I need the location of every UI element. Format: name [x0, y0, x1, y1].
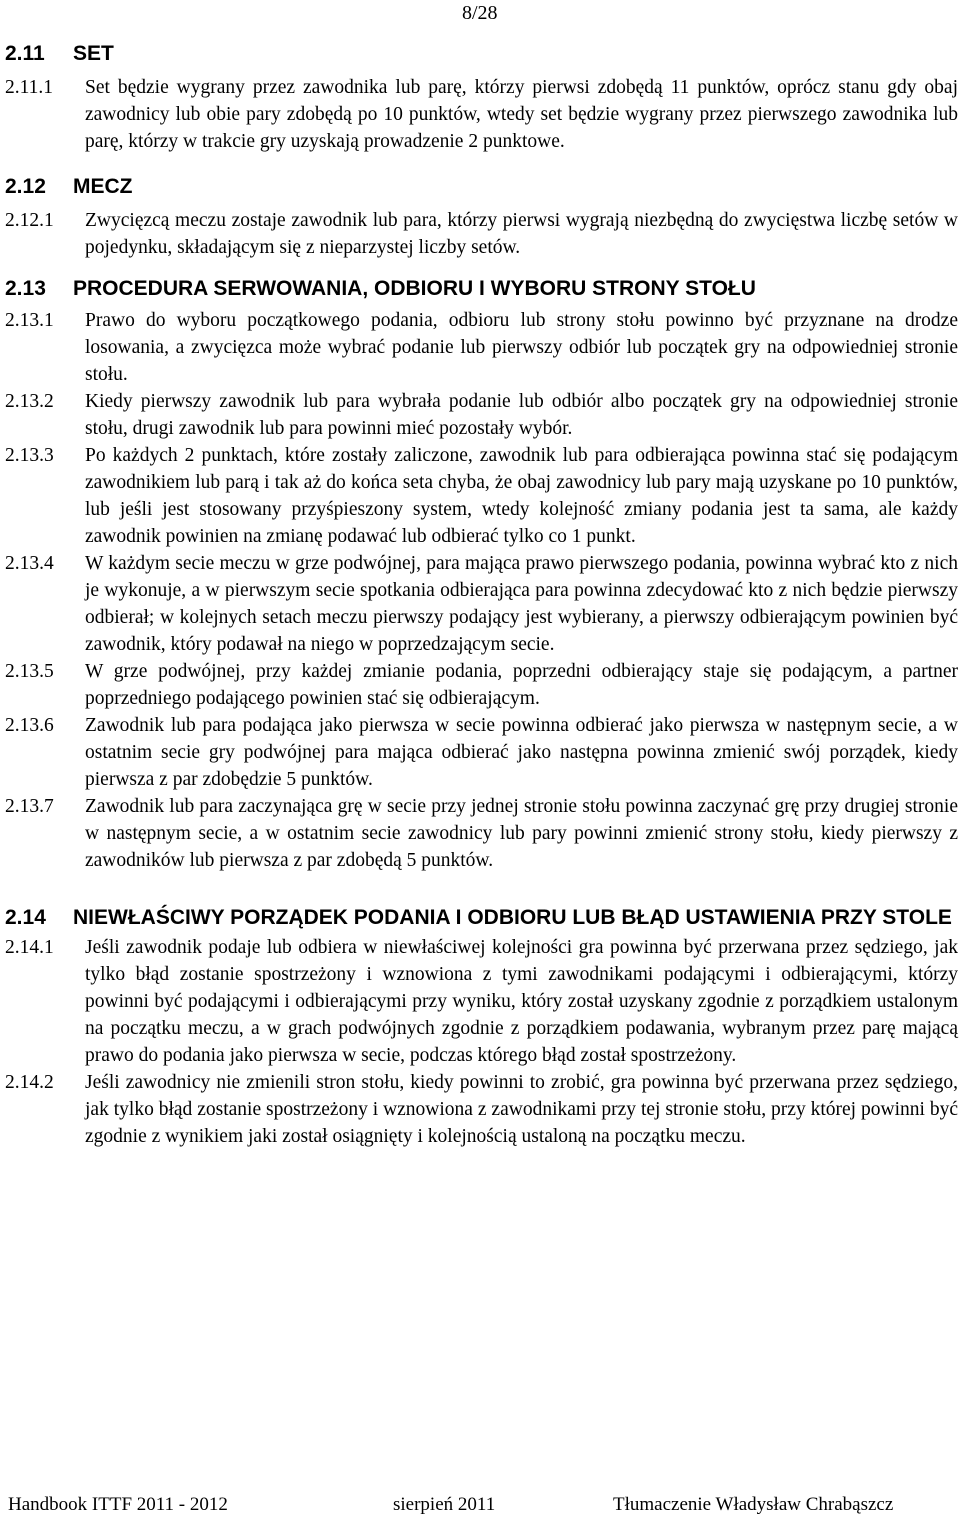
section-number: 2.14	[5, 906, 46, 929]
paragraph	[5, 1069, 960, 1150]
paragraph-text: Zwycięzcą meczu zostaje zawodnik lub para, którzy pierwsi wygrają niezbędną do zwycięstwa liczbę setów w pojedynku, składającym się z nieparzystej liczby setów.	[85, 210, 958, 258]
section-number: 2.11	[5, 42, 45, 65]
paragraph-text: Jeśli zawodnik podaje lub odbiera w niewłaściwej kolejności gra powinna być przerwana przez sędziego, jak tylko błąd zostanie spostrzeżony i wznowiona z tymi zawodnikami podającymi i odbierającymi, którzy powinni być podającymi i odbierającymi przy wyniku, który został uzyskany zgodnie z porządkiem ustalonym na początku meczu, a w grach podwójnych zgodnie z porządkiem podawania, wybranym przez parę mającą prawo do podania jako pierwsza w secie, podczas którego błąd został spostrzeżony.	[85, 937, 958, 1066]
paragraph-text: Zawodnik lub para zaczynająca grę w secie przy jednej stronie stołu powinna zaczynać grę przy drugiej stronie w następnym secie, a w ostatnim secie zawodnicy lub pary powinni zmienić strony stołu, kiedy pierwszy z zawodników lub pierwsza z par zdobędą 5 punktów.	[85, 796, 958, 871]
paragraph	[5, 307, 960, 388]
section-title: NIEWŁAŚCIWY PORZĄDEK PODANIA I ODBIORU LUB BŁĄD USTAWIENIA PRZY STOLE	[73, 906, 952, 929]
paragraph-number: 2.11.1	[5, 77, 54, 98]
section-heading	[5, 40, 960, 68]
footer-translator: Tłumaczenie Władysław Chrabąszcz	[613, 1494, 894, 1515]
paragraph-text: W każdym secie meczu w grze podwójnej, para mająca prawo pierwszego podania, powinna wybrać kto z nich je wykonuje, a w pierwszym secie spotkania odbierająca para powinna zdecydować kto z nich będzie pierwszy odbierał; w kolejnych setach meczu pierwszy podający jest wybierany, a pierwszy odbierającym powinien być zawodnik, który podawał na niego w poprzedzającym secie.	[85, 553, 958, 655]
paragraph	[5, 442, 960, 550]
section-number: 2.13	[5, 277, 46, 300]
paragraph	[5, 934, 960, 1069]
page-number: 8/28	[462, 2, 498, 24]
paragraph	[5, 712, 960, 793]
paragraph-number: 2.13.2	[5, 391, 54, 412]
paragraph-number: 2.13.4	[5, 553, 54, 574]
paragraph-text: Zawodnik lub para podająca jako pierwsza w secie powinna odbierać jako pierwsza w następnym secie, a w ostatnim secie gry podwójnej para mająca odbierać jako następna powinna zmienić swój porządek, kiedy pierwsza z par zdobędzie 5 punktów.	[85, 715, 958, 790]
paragraph-number: 2.13.5	[5, 661, 54, 682]
section-heading	[5, 275, 960, 303]
paragraph-number: 2.12.1	[5, 210, 54, 231]
paragraph	[5, 550, 960, 658]
section-heading	[5, 904, 960, 932]
section-number: 2.12	[5, 175, 46, 198]
paragraph	[5, 793, 960, 874]
paragraph-text: Prawo do wyboru początkowego podania, odbioru lub strony stołu powinno być przyznane na drodze losowania, a zwycięzca może wybrać podanie lub pierwszy odbiór lub początek gry na odpowiedniej stronie stołu.	[85, 310, 958, 385]
section-title: MECZ	[73, 175, 133, 198]
paragraph-text: Po każdych 2 punktach, które zostały zaliczone, zawodnik lub para odbierająca powinna stać się podającym zawodnikiem lub parą i tak aż do końca seta chyba, że obaj zawodnicy lub pary mają uzyskane po 10 punktów, lub jeśli jest stosowany przyśpieszony system, wtedy kolejność zmiany podania jest ta sama, ale każdy zawodnik powinien na zmianę podawać lub odbierać tylko co 1 punkt.	[85, 445, 958, 547]
paragraph	[5, 388, 960, 442]
paragraph	[5, 74, 960, 155]
document-body	[5, 40, 960, 1150]
footer-handbook: Handbook ITTF 2011 - 2012	[8, 1494, 228, 1515]
paragraph-text: Set będzie wygrany przez zawodnika lub parę, którzy pierwsi zdobędą 11 punktów, oprócz stanu gdy obaj zawodnicy lub obie pary zdobędą po 10 punktów, wtedy set będzie wygrany przez pierwszego zawodnika lub parę, którzy w trakcie gry uzyskają prowadzenie 2 punktowe.	[85, 77, 958, 152]
paragraph-number: 2.13.6	[5, 715, 54, 736]
paragraph-text: W grze podwójnej, przy każdej zmianie podania, poprzedni odbierający staje się podającym, a partner poprzedniego podającego powinien stać się odbierającym.	[85, 661, 958, 709]
section-heading	[5, 173, 960, 201]
section-title: PROCEDURA SERWOWANIA, ODBIORU I WYBORU STRONY STOŁU	[73, 277, 756, 300]
paragraph-number: 2.13.1	[5, 310, 54, 331]
paragraph	[5, 658, 960, 712]
footer-date: sierpień 2011	[393, 1494, 496, 1515]
paragraph-number: 2.13.7	[5, 796, 54, 817]
paragraph-text: Kiedy pierwszy zawodnik lub para wybrała podanie lub odbiór albo początek gry na odpowiedniej stronie stołu, drugi zawodnik lub para powinni mieć pozostały wybór.	[85, 391, 958, 439]
paragraph-number: 2.14.1	[5, 937, 54, 958]
paragraph-text: Jeśli zawodnicy nie zmienili stron stołu, kiedy powinni to zrobić, gra powinna być przerwana przez sędziego, jak tylko błąd zostanie spostrzeżony i wznowiona z zawodnikami przy tej stronie stołu, przy której powinni być zgodnie z wynikiem jaki został osiągnięty i kolejnością ustaloną na początku meczu.	[85, 1072, 958, 1147]
paragraph-number: 2.13.3	[5, 445, 54, 466]
paragraph-number: 2.14.2	[5, 1072, 54, 1093]
section-title: SET	[73, 42, 114, 65]
paragraph	[5, 207, 960, 261]
